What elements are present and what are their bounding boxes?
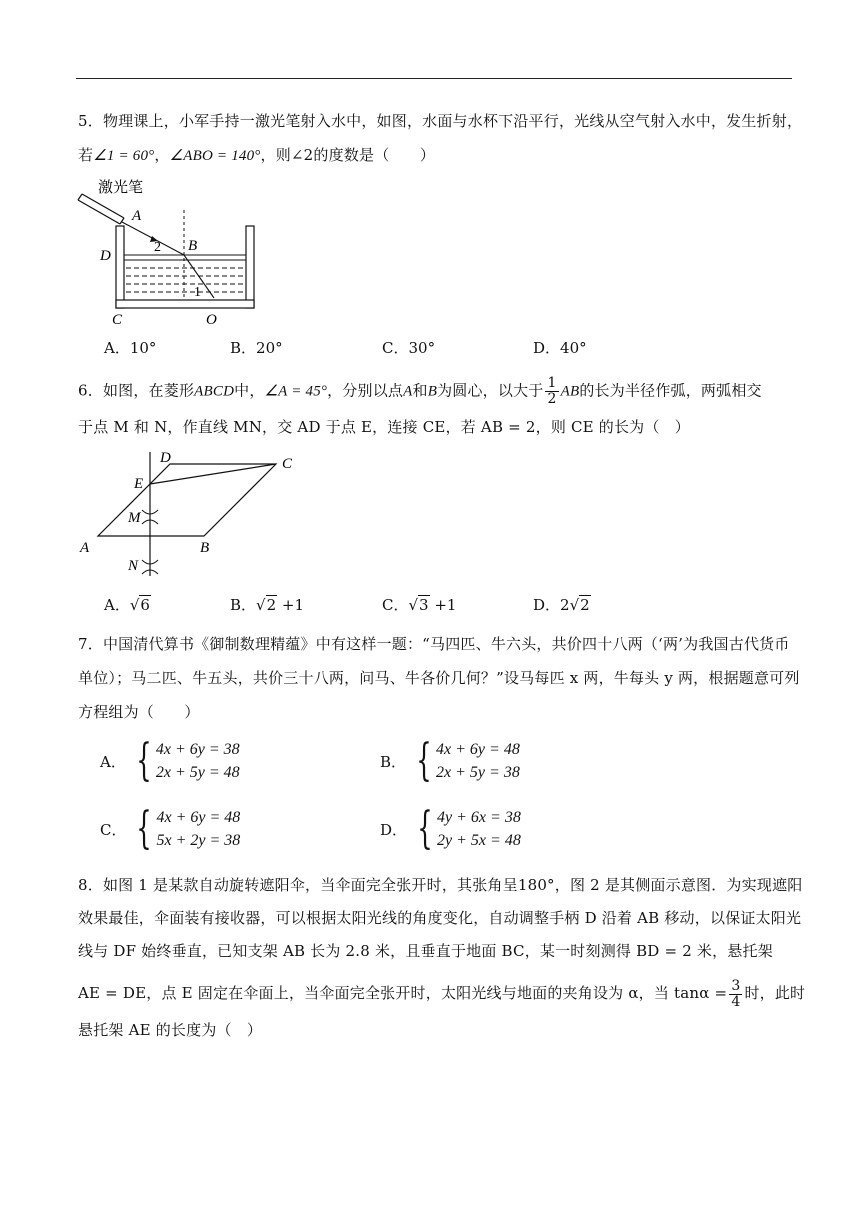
q5-prefix: 若: [78, 146, 94, 164]
svg-text:C: C: [112, 312, 123, 328]
q7-option-d[interactable]: D． { 4y + 6x = 38 2y + 5x = 48: [380, 803, 521, 854]
svg-text:A: A: [80, 540, 90, 556]
q6-option-c[interactable]: C．√3 +1: [382, 596, 457, 614]
q8-text-line2: 效果最佳，伞面装有接收器，可以根据太阳光线的角度变化，自动调整手柄 D 沿着 AB 移动，以保证太阳光: [78, 909, 802, 927]
q5-option-a[interactable]: A．10°: [104, 339, 157, 357]
svg-text:2: 2: [154, 240, 161, 255]
q5-text-line1: 5．物理课上，小军手持一激光笔射入水中，如图，水面与水杯下沿平行，光线从空气射入水中，发生折射，: [78, 112, 803, 130]
q7-text-line3: 方程组为（ ）: [78, 703, 200, 721]
q6-figure: [76, 448, 316, 580]
svg-text:E: E: [134, 476, 144, 492]
q6-option-b[interactable]: B．√2 +1: [230, 596, 305, 614]
q7-text-line2: 单位）；马二匹、牛五头，共价三十八两，问马、牛各价几何？”设马每匹 x 两，牛每头 y 两，根据题意可列: [78, 669, 800, 687]
q7-option-c[interactable]: C． { 4x + 6y = 48 5x + 2y = 38: [100, 803, 241, 854]
q6-segment-ce: [150, 464, 276, 484]
q7-option-a[interactable]: A． { 4x + 6y = 38 2x + 5y = 48: [100, 735, 240, 786]
svg-text:D: D: [100, 248, 111, 264]
q8-text-line4: AE = DE，点 E 固定在伞面上，当伞面完全张开时，太阳光线与地面的夹角设为 α，当 tanα = $\frac{3}{4}$ 时，此时: [78, 977, 806, 1010]
q5-suffix: ，则∠2的度数是（ ）: [260, 146, 436, 164]
q6-option-d[interactable]: D．2√2: [533, 596, 590, 614]
q5-figure-caption: 激光笔: [98, 178, 144, 196]
q5-water: [124, 260, 246, 292]
q8-text-line1: 8．如图 1 是某款自动旋转遮阳伞，当伞面完全张开时，其张角呈180°，图 2 是其侧面示意图．为实现遮阳: [78, 876, 803, 894]
svg-text:M: M: [128, 510, 141, 526]
q5-figure: [74, 172, 274, 332]
q5-angle1: ∠1 = 60°: [93, 148, 155, 164]
q5-option-d[interactable]: D．40°: [533, 339, 587, 357]
svg-text:C: C: [282, 456, 293, 472]
laser-pen-icon: [78, 194, 124, 224]
svg-text:O: O: [206, 312, 217, 328]
q6-text-line1: 6．如图，在菱形ABCD中，∠A = 45°，分别以点A和B为圆心，以大于 $\frac{1}{2}$ AB的长为半径作弧，两弧相交: [78, 375, 762, 407]
q7-option-b[interactable]: B． { 4x + 6y = 48 2x + 5y = 38: [380, 735, 520, 786]
header-rule: [76, 78, 792, 79]
q5-option-b[interactable]: B．20°: [230, 339, 283, 357]
q6-text-line2: 于点 M 和 N，作直线 MN，交 AD 于点 E，连接 CE，若 AB = 2，则 CE 的长为（ ）: [78, 418, 690, 436]
q8-text-line5: 悬托架 AE 的长度为（ ）: [78, 1021, 263, 1039]
q5-angle-abo: ∠ABO = 140°: [169, 148, 261, 164]
q8-text-line3: 线与 DF 始终垂直，已知支架 AB 长为 2.8 米，且垂直于地面 BC，某一时刻测得 BD = 2 米，悬托架: [78, 942, 773, 960]
svg-text:B: B: [200, 540, 210, 556]
q5-option-c[interactable]: C．30°: [382, 339, 436, 357]
svg-text:N: N: [128, 558, 139, 574]
q5-cup: [116, 226, 254, 308]
svg-text:1: 1: [194, 285, 201, 300]
svg-text:A: A: [132, 208, 142, 224]
q5-mid: ，: [154, 146, 170, 164]
q6-rhombus: [98, 464, 276, 536]
q8-fraction: $\frac{3}{4}$: [731, 977, 741, 1010]
q6-option-a[interactable]: A．√6: [104, 596, 150, 614]
q5-text-line2: [78, 144, 435, 167]
q6-fraction: $\frac{1}{2}$: [547, 375, 557, 407]
svg-text:B: B: [188, 238, 198, 254]
q7-text-line1: 7．中国清代算书《御制数理精蕴》中有这样一题：“马四匹、牛六头，共价四十八两（‘两’为我国古代货币: [78, 635, 790, 653]
svg-text:D: D: [160, 450, 171, 466]
